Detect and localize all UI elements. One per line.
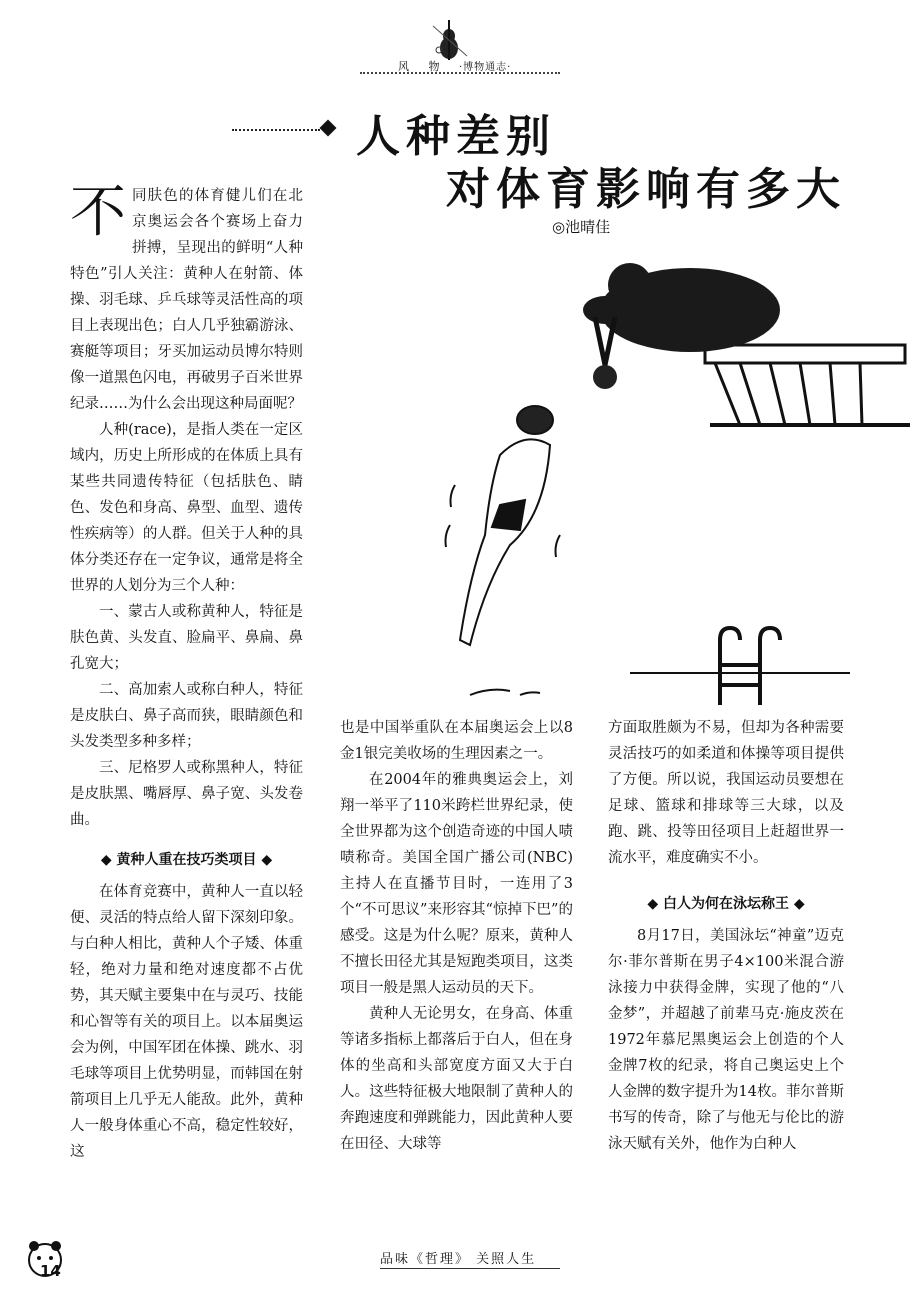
diving-platform [705, 345, 910, 425]
paragraph: 人种(race)，是指人类在一定区域内，历史上所形成的在体质上具有某些共同遗传特征（包括肤色、睛色、发色和身高、鼻型、血型、遗传性疾病等）的人群。但关于人种的具体分类还存在一定争议，通常是将全世界的人划分为三个人种： [70, 422, 303, 594]
author-byline: ◎池晴佳 [552, 218, 611, 236]
diver-figure [460, 406, 553, 645]
title-rule [232, 129, 320, 131]
header-sub-label: ·博物通志· [459, 62, 512, 73]
dropcap: 不 [70, 180, 126, 245]
paragraph: 方面取胜颇为不易，但却为各种需要灵活技巧的如柔道和体操等项目提供了方便。所以说，我国运动员要想在足球、篮球和排球等三大球，以及跑、跳、投等田径项目上赶超世界一流水平，难度确实不小。 [608, 720, 844, 866]
article-title-line1: 人种差别 [356, 111, 556, 162]
header-section-label: 风 物 ·博物通志· [398, 60, 512, 73]
paragraph: 二、高加索人或称白种人，特征是皮肤白、鼻子高而狭，眼睛颜色和头发类型多种多样； [70, 682, 303, 750]
column-2 [340, 715, 573, 1157]
intro-paragraph: 不同肤色的体育健儿们在北京奥运会各个赛场上奋力拼搏，呈现出的鲜明“人种特色”引人关注：黄种人在射箭、体操、羽毛球、乒乓球等灵活性高的项目上表现出色；白人几乎独霸游泳、赛艇等项目；牙买加运动员博尔特则像一道黑色闪电，再破男子百米世界纪录……为什么会出现这种局面呢？ [70, 180, 303, 412]
header-rule [360, 72, 560, 74]
article-title-line2: 对体育影响有多大 [446, 164, 846, 215]
paragraph: 一、蒙古人或称黄种人，特征是肤色黄、头发直、脸扁平、鼻扁、鼻孔宽大； [70, 604, 303, 672]
paragraph: 在体育竞赛中，黄种人一直以轻便、灵活的特点给人留下深刻印象。与白种人相比，黄种人个子矮、体重轻，绝对力量和绝对速度都不占优势，其天赋主要集中在与灵巧、技能和心智等有关的项目上。以本届奥运会为例，中国军团在体操、跳水、羽毛球等项目上优势明显，而韩国在射箭项目上几乎无人能敌。此外，黄种人一般身体重心不高，稳定性较好，这 [70, 884, 303, 1160]
paragraph: 黄种人无论男女，在身高、体重等诸多指标上都落后于白人，但在身体的坐高和头部宽度方面又大于白人。这些特征极大地限制了黄种人的奔跑速度和弹跳能力，因此黄种人要在田径、大球等 [340, 1006, 573, 1152]
title-diamond-icon [320, 120, 337, 137]
page-number: 14 [40, 1262, 61, 1280]
footer-slogan: 品味《哲理》 关照人生 [380, 1252, 537, 1267]
paragraph: 也是中国举重队在本届奥运会上以8金1银完美收场的生理因素之一。 [340, 720, 573, 762]
footer-rule [380, 1268, 560, 1269]
pool-ladder [630, 628, 850, 705]
cartoon-illustration [430, 255, 910, 705]
column-1 [70, 180, 303, 1165]
section-heading: ◆ 白人为何在泳坛称王 ◆ [647, 896, 805, 912]
paragraph: 三、尼格罗人或称黑种人，特征是皮肤黑、嘴唇厚、鼻子宽、头发卷曲。 [70, 760, 303, 828]
section-heading: ◆ 黄种人重在技巧类项目 ◆ [100, 852, 273, 868]
paragraph: 8月17日，美国泳坛“神童”迈克尔·菲尔普斯在男子4×100米混合游泳接力中获得金牌，实现了他的“八金梦”，并超越了前辈马克·施皮茨在1972年慕尼黑奥运会上创造的个人金牌7枚的纪录，将自己奥运史上个人金牌的数字提升为14枚。菲尔普斯书写的传奇，除了与他无与伦比的游泳天赋有关外，他作为白种人 [608, 928, 844, 1152]
medal-icon [593, 317, 617, 389]
paragraph: 在2004年的雅典奥运会上，刘翔一举平了110米跨栏世界纪录，使全世界都为这个创造奇迹的中国人啧啧称奇。美国全国广播公司(NBC)主持人在直播节目时，一连用了3个“不可思议”来形容其“惊掉下巴”的感受。这是为什么呢？原来，黄种人不擅长田径尤其是短跑类项目，这类项目一般是黑人运动员的天下。 [340, 772, 573, 996]
column-3 [608, 715, 844, 1157]
